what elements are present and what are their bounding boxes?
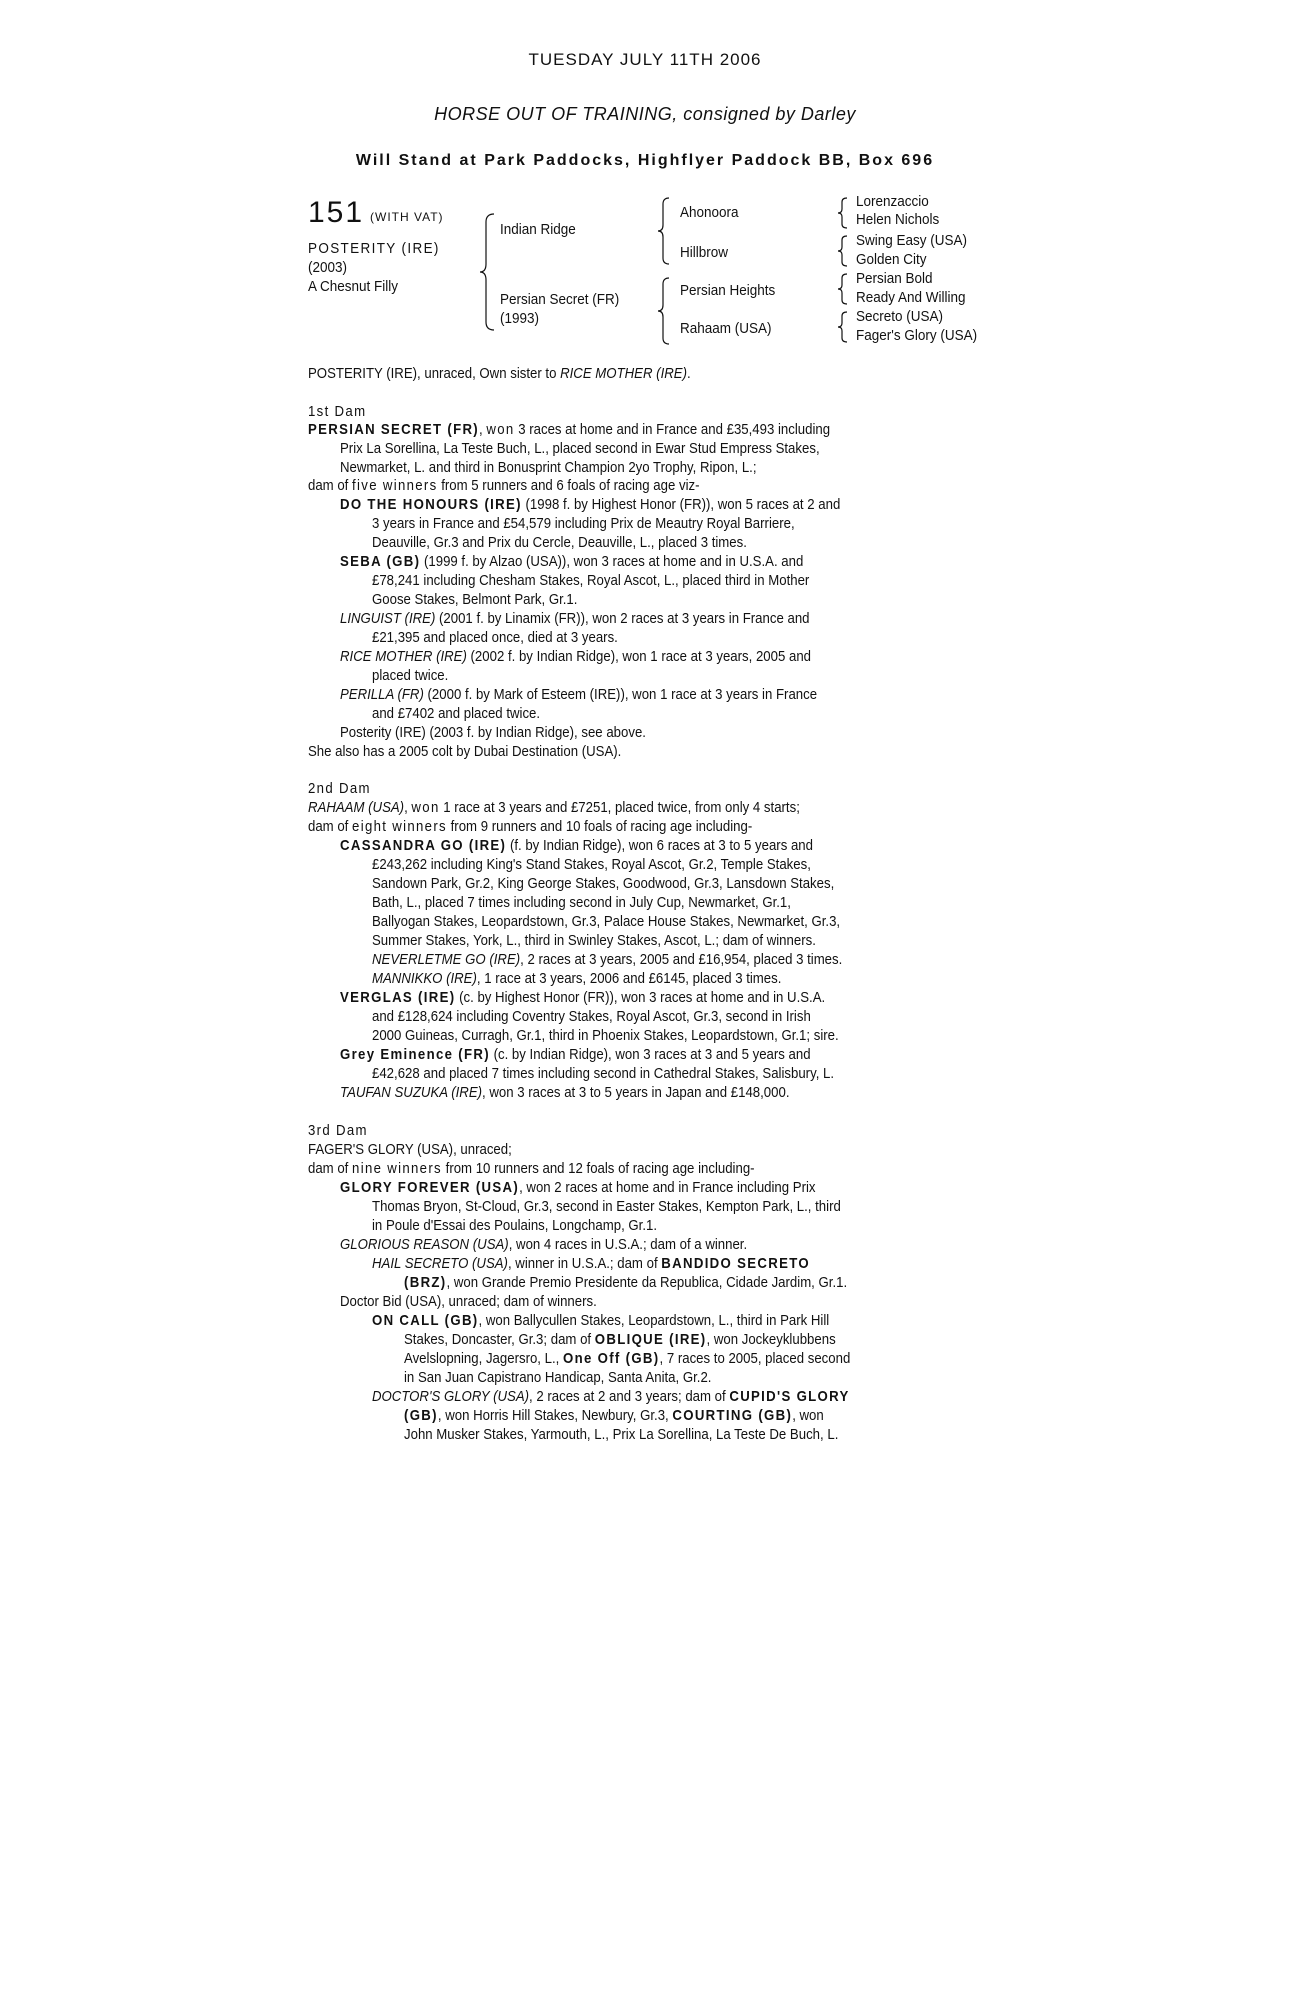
consignment-line: HORSE OUT OF TRAINING, consigned by Darley bbox=[434, 104, 856, 124]
text-line: GLORY FOREVER (USA), won 2 races at home and in France including Prix bbox=[340, 1179, 816, 1196]
first-dam-heading: 1st Dam bbox=[308, 403, 367, 420]
pedigree-grandsire-3: Persian Heights bbox=[680, 282, 776, 299]
pedigree-brace-ggs-1 bbox=[836, 196, 850, 230]
text-line: RICE MOTHER (IRE) (2002 f. by Indian Ridge), won 1 race at 3 years, 2005 and bbox=[340, 648, 812, 665]
text-line: Deauville, Gr.3 and Prix du Cercle, Deauville, L., placed 3 times. bbox=[372, 534, 747, 551]
pedigree-ggs-5: Persian Bold bbox=[856, 270, 933, 287]
text-line: Avelslopning, Jagersro, L., One Off (GB), 7 races to 2005, placed second bbox=[404, 1350, 851, 1367]
text-line: PERILLA (FR) (2000 f. by Mark of Esteem (IRE)), won 1 race at 3 years in France bbox=[340, 686, 818, 703]
horse-year: (2003) bbox=[308, 259, 348, 276]
text-line: Ballyogan Stakes, Leopardstown, Gr.3, Palace House Stakes, Newmarket, Gr.3, bbox=[372, 913, 841, 930]
horse-name: POSTERITY (IRE) bbox=[308, 240, 440, 257]
second-dam-heading: 2nd Dam bbox=[308, 780, 371, 797]
text-line: placed twice. bbox=[372, 667, 449, 684]
pedigree-dam-year: (1993) bbox=[500, 310, 540, 327]
text-line: NEVERLETME GO (IRE), 2 races at 3 years, 2005 and £16,954, placed 3 times. bbox=[372, 951, 843, 968]
text-line: and £7402 and placed twice. bbox=[372, 705, 541, 722]
vat-note: (WITH VAT) bbox=[370, 210, 444, 224]
pedigree-grandsire-4: Rahaam (USA) bbox=[680, 320, 772, 337]
text-line: Posterity (IRE) (2003 f. by Indian Ridge), see above. bbox=[340, 724, 646, 741]
text-line: £78,241 including Chesham Stakes, Royal Ascot, L., placed third in Mother bbox=[372, 572, 810, 589]
text-line: dam of eight winners from 9 runners and 10 foals of racing age including- bbox=[308, 818, 753, 835]
text-line: MANNIKKO (IRE), 1 race at 3 years, 2006 and £6145, placed 3 times. bbox=[372, 970, 782, 987]
text-line: (GB), won Horris Hill Stakes, Newbury, Gr.3, COURTING (GB), won bbox=[404, 1407, 824, 1424]
text-line: Summer Stakes, York, L., third in Swinley Stakes, Ascot, L.; dam of winners. bbox=[372, 932, 816, 949]
pedigree-ggs-3: Swing Easy (USA) bbox=[856, 232, 968, 249]
text-line: £243,262 including King's Stand Stakes, Royal Ascot, Gr.2, Temple Stakes, bbox=[372, 856, 811, 873]
text-line: CASSANDRA GO (IRE) (f. by Indian Ridge), won 6 races at 3 to 5 years and bbox=[340, 837, 813, 854]
text-line: HAIL SECRETO (USA), winner in U.S.A.; dam of BANDIDO SECRETO bbox=[372, 1255, 810, 1272]
text-line: DOCTOR'S GLORY (USA), 2 races at 2 and 3 years; dam of CUPID'S GLORY bbox=[372, 1388, 850, 1405]
text-line: Stakes, Doncaster, Gr.3; dam of OBLIQUE (IRE), won Jockeyklubbens bbox=[404, 1331, 836, 1348]
text-line: dam of nine winners from 10 runners and 12 foals of racing age including- bbox=[308, 1160, 755, 1177]
text-line: £21,395 and placed once, died at 3 years. bbox=[372, 629, 618, 646]
text-line: PERSIAN SECRET (FR), won 3 races at home and in France and £35,493 including bbox=[308, 421, 831, 438]
text-line: 3 years in France and £54,579 including Prix de Meautry Royal Barriere, bbox=[372, 515, 795, 532]
text-line: Prix La Sorellina, La Teste Buch, L., placed second in Ewar Stud Empress Stakes, bbox=[340, 440, 820, 457]
text-line: ON CALL (GB), won Ballycullen Stakes, Leopardstown, L., third in Park Hill bbox=[372, 1312, 830, 1329]
text-line: Doctor Bid (USA), unraced; dam of winners. bbox=[340, 1293, 597, 1310]
pedigree-ggs-2: Helen Nichols bbox=[856, 211, 940, 228]
pedigree-brace-ggs-2 bbox=[836, 234, 850, 268]
sale-date: TUESDAY JULY 11TH 2006 bbox=[528, 50, 762, 69]
text-line: Goose Stakes, Belmont Park, Gr.1. bbox=[372, 591, 578, 608]
text-line: She also has a 2005 colt by Dubai Destination (USA). bbox=[308, 743, 622, 760]
pedigree-ggs-7: Secreto (USA) bbox=[856, 308, 944, 325]
text-line: RAHAAM (USA), won 1 race at 3 years and £7251, placed twice, from only 4 starts; bbox=[308, 799, 800, 816]
pedigree-brace-dam bbox=[656, 276, 672, 346]
text-line: dam of five winners from 5 runners and 6 foals of racing age viz- bbox=[308, 477, 700, 494]
intro-line: POSTERITY (IRE), unraced, Own sister to RICE MOTHER (IRE). bbox=[308, 365, 691, 382]
third-dam-heading: 3rd Dam bbox=[308, 1122, 368, 1139]
pedigree-ggs-4: Golden City bbox=[856, 251, 927, 268]
pedigree-dam: Persian Secret (FR) bbox=[500, 291, 620, 308]
text-line: in San Juan Capistrano Handicap, Santa Anita, Gr.2. bbox=[404, 1369, 712, 1386]
text-line: Grey Eminence (FR) (c. by Indian Ridge), won 3 races at 3 and 5 years and bbox=[340, 1046, 811, 1063]
text-line: DO THE HONOURS (IRE) (1998 f. by Highest Honor (FR)), won 5 races at 2 and bbox=[340, 496, 841, 513]
pedigree-grandsire-1: Ahonoora bbox=[680, 204, 739, 221]
lot-number: 151 bbox=[308, 196, 365, 229]
pedigree-sire: Indian Ridge bbox=[500, 221, 576, 238]
text-line: in Poule d'Essai des Poulains, Longchamp, Gr.1. bbox=[372, 1217, 658, 1234]
text-line: VERGLAS (IRE) (c. by Highest Honor (FR)), won 3 races at home and in U.S.A. bbox=[340, 989, 826, 1006]
pedigree-brace-sire bbox=[656, 196, 672, 266]
text-line: TAUFAN SUZUKA (IRE), won 3 races at 3 to 5 years in Japan and £148,000. bbox=[340, 1084, 790, 1101]
text-line: (BRZ), won Grande Premio Presidente da Republica, Cidade Jardim, Gr.1. bbox=[404, 1274, 848, 1291]
text-line: 2000 Guineas, Curragh, Gr.1, third in Phoenix Stakes, Leopardstown, Gr.1; sire. bbox=[372, 1027, 839, 1044]
pedigree-grandsire-2: Hillbrow bbox=[680, 244, 729, 261]
text-line: John Musker Stakes, Yarmouth, L., Prix La Sorellina, La Teste De Buch, L. bbox=[404, 1426, 839, 1443]
pedigree-brace-main bbox=[478, 212, 498, 332]
text-line: Bath, L., placed 7 times including second in July Cup, Newmarket, Gr.1, bbox=[372, 894, 791, 911]
text-line: GLORIOUS REASON (USA), won 4 races in U.S.A.; dam of a winner. bbox=[340, 1236, 748, 1253]
horse-description: A Chesnut Filly bbox=[308, 278, 399, 295]
pedigree-ggs-6: Ready And Willing bbox=[856, 289, 966, 306]
pedigree-brace-ggs-3 bbox=[836, 272, 850, 306]
text-line: Sandown Park, Gr.2, King George Stakes, Goodwood, Gr.3, Lansdown Stakes, bbox=[372, 875, 835, 892]
text-line: FAGER'S GLORY (USA), unraced; bbox=[308, 1141, 512, 1158]
pedigree-ggs-8: Fager's Glory (USA) bbox=[856, 327, 978, 344]
pedigree-brace-ggs-4 bbox=[836, 310, 850, 344]
text-line: SEBA (GB) (1999 f. by Alzao (USA)), won 3 races at home and in U.S.A. and bbox=[340, 553, 804, 570]
text-line: LINGUIST (IRE) (2001 f. by Linamix (FR)), won 2 races at 3 years in France and bbox=[340, 610, 810, 627]
pedigree-ggs-1: Lorenzaccio bbox=[856, 193, 929, 210]
stand-location: Will Stand at Park Paddocks, Highflyer Paddock BB, Box 696 bbox=[355, 152, 935, 169]
text-line: Thomas Bryon, St-Cloud, Gr.3, second in Easter Stakes, Kempton Park, L., third bbox=[372, 1198, 841, 1215]
text-line: Newmarket, L. and third in Bonusprint Champion 2yo Trophy, Ripon, L.; bbox=[340, 459, 757, 476]
text-line: £42,628 and placed 7 times including second in Cathedral Stakes, Salisbury, L. bbox=[372, 1065, 835, 1082]
text-line: and £128,624 including Coventry Stakes, Royal Ascot, Gr.3, second in Irish bbox=[372, 1008, 811, 1025]
